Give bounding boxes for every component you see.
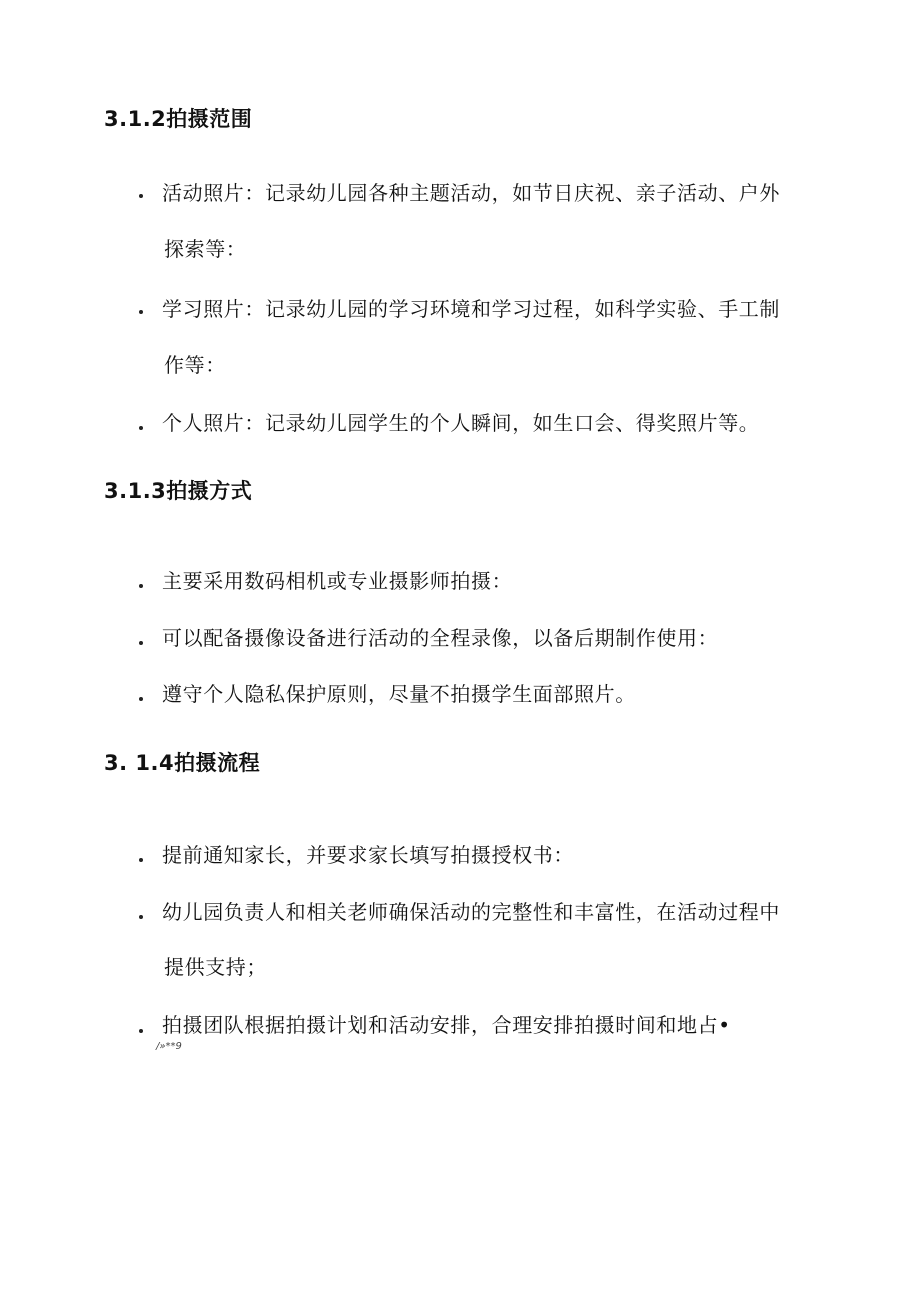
list-item-kindergarten-support-line2: 提供支持； [164,955,267,979]
bullet-icon [139,426,143,430]
list-item-activity-photos-line2: 探索等： [164,237,247,261]
bullet-icon [139,641,143,645]
bullet-icon [139,310,143,314]
bullet-icon [139,194,143,198]
bullet-icon [139,915,143,919]
section-heading-3-1-4: 3. 1.4拍摄流程 [104,751,261,775]
bullet-icon [139,697,143,701]
footnote-artifact: /»**9 [156,1041,182,1052]
list-item-activity-photos-line1: 活动照片：记录幼儿园各种主题活动，如节日庆祝、亲子活动、户外 [162,181,780,205]
list-item-camera-method: 主要采用数码相机或专业摄影师拍摄： [162,569,513,593]
list-item-kindergarten-support-line1: 幼儿园负责人和相关老师确保活动的完整性和丰富性，在活动过程中 [162,900,780,924]
list-item-personal-photos: 个人照片：记录幼儿园学生的个人瞬间，如生口会、得奖照片等。 [162,411,760,435]
list-item-privacy: 遵守个人隐私保护原则，尽量不拍摄学生面部照片。 [162,682,636,706]
bullet-icon [139,1029,143,1033]
section-heading-3-1-2: 3.1.2拍摄范围 [104,107,253,131]
list-item-notify-parents: 提前通知家长，并要求家长填写拍摄授权书： [162,843,574,867]
bullet-icon [139,584,143,588]
list-item-video-recording: 可以配备摄像设备进行活动的全程录像，以备后期制作使用： [162,626,719,650]
list-item-learning-photos-line2: 作等： [164,353,226,377]
list-item-schedule-arrangement: 拍摄团队根据拍摄计划和活动安排，合理安排拍摄时间和地占• [162,1013,731,1037]
bullet-icon [139,858,143,862]
section-heading-3-1-3: 3.1.3拍摄方式 [104,479,253,503]
list-item-learning-photos-line1: 学习照片：记录幼儿园的学习环境和学习过程，如科学实验、手工制 [162,297,780,321]
